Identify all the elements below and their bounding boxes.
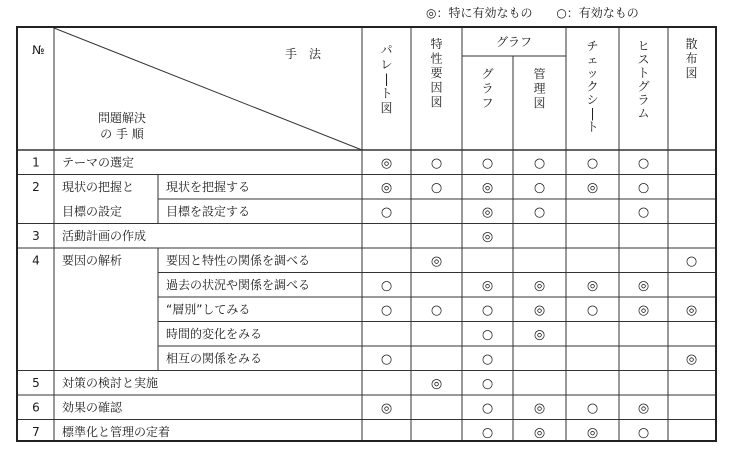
mark-graph: ○ — [481, 352, 494, 367]
mark-pareto: ○ — [380, 205, 393, 220]
column-header-check: チェックシ|ト — [586, 39, 599, 134]
mark-graph: ○ — [481, 303, 494, 318]
mark-control: ○ — [533, 205, 546, 220]
mark-graph: ◎ — [481, 229, 494, 245]
mark-check: ○ — [586, 401, 599, 416]
mark-pareto: ○ — [380, 352, 393, 367]
mark-scatter: ○ — [685, 254, 698, 269]
step-number: 6 — [32, 400, 40, 415]
mark-histogram: ◎ — [637, 303, 650, 318]
mark-graph: ○ — [481, 156, 494, 171]
mark-control: ◎ — [533, 278, 546, 294]
mark-histogram: ◎ — [637, 278, 650, 294]
mark-histogram: ○ — [637, 205, 650, 220]
sub-step-name: 時間的変化をみる — [166, 327, 263, 341]
step-name: 標準化と管理の定着 — [62, 425, 171, 439]
step-name: 現状の把握と — [62, 180, 135, 194]
mark-check: ○ — [586, 156, 599, 171]
step-name: 活動計画の作成 — [62, 229, 147, 243]
mark-graph: ○ — [481, 401, 494, 416]
legend-single-circle: ○：有効なもの — [556, 6, 639, 20]
mark-histogram: ○ — [637, 156, 650, 171]
mark-graph: ◎ — [481, 205, 494, 220]
step-name: 目標の設定 — [62, 204, 123, 219]
column-header-cause: 特性要因図 — [430, 37, 443, 109]
step-name: テーマの選定 — [62, 155, 135, 170]
sub-step-name: 過去の状況や関係を調べる — [166, 278, 311, 292]
mark-scatter: ◎ — [685, 303, 698, 318]
legend — [426, 4, 659, 21]
step-name: 要因の解析 — [62, 253, 123, 268]
column-header-graph: グラフ — [481, 67, 494, 110]
sub-step-name: 目標を設定する — [166, 204, 251, 219]
mark-graph: ○ — [481, 327, 494, 343]
step-name: 効果の確認 — [62, 400, 123, 415]
mark-check: ◎ — [586, 180, 599, 196]
mark-graph: ○ — [481, 425, 494, 440]
step-number: 4 — [32, 253, 40, 268]
mark-graph: ◎ — [481, 180, 494, 196]
step-number: 2 — [32, 180, 40, 194]
mark-control: ◎ — [533, 303, 546, 318]
column-header-histogram: ヒストグラム — [637, 39, 650, 121]
sub-step-name: 要因と特性の関係を調べる — [166, 253, 311, 268]
mark-control: ◎ — [533, 327, 546, 343]
mark-pareto: ◎ — [380, 156, 393, 171]
mark-cause: ◎ — [430, 376, 443, 392]
mark-pareto: ◎ — [380, 180, 393, 196]
mark-histogram: ○ — [637, 425, 650, 440]
mark-control: ◎ — [533, 425, 546, 440]
step-number: 5 — [32, 376, 40, 390]
mark-cause: ○ — [430, 156, 443, 171]
step-name: 対策の検討と実施 — [62, 376, 159, 390]
no-header: № — [32, 43, 45, 57]
mark-control: ◎ — [533, 401, 546, 416]
problem-solving-header-1: 問題解決 — [97, 111, 147, 125]
column-header-scatter: 散布図 — [685, 37, 698, 80]
sub-step-name: 相互の関係をみる — [166, 351, 263, 366]
mark-cause: ◎ — [430, 254, 443, 269]
mark-histogram: ◎ — [637, 401, 650, 416]
mark-control: ○ — [533, 156, 546, 171]
mark-cause: ○ — [430, 303, 443, 318]
mark-graph: ○ — [481, 376, 494, 392]
legend-double-circle: ◎：特に有効なもの — [426, 6, 533, 20]
sub-step-name: 現状を把握する — [166, 180, 251, 194]
mark-pareto: ○ — [380, 278, 393, 294]
mark-cause: ○ — [430, 180, 443, 196]
method-matrix-table — [16, 26, 717, 442]
mark-scatter: ◎ — [685, 352, 698, 367]
mark-check: ◎ — [586, 425, 599, 440]
mark-pareto: ◎ — [380, 401, 393, 416]
table-grid — [18, 28, 715, 440]
step-number: 3 — [32, 229, 40, 243]
method-header: 手 法 — [284, 47, 322, 61]
graph-group-header: グラフ — [495, 35, 533, 49]
mark-pareto: ○ — [380, 303, 393, 318]
column-header-control: 管理図 — [533, 67, 546, 110]
column-header-pareto: パレ|ト図 — [380, 43, 393, 115]
mark-control: ○ — [533, 180, 546, 196]
mark-histogram: ○ — [637, 180, 650, 196]
mark-graph: ◎ — [481, 278, 494, 294]
mark-check: ○ — [586, 303, 599, 318]
mark-check: ◎ — [586, 278, 599, 294]
sub-step-name: “層別”してみる — [166, 302, 251, 317]
step-number: 1 — [32, 155, 40, 170]
step-number: 7 — [32, 425, 40, 439]
problem-solving-header-2: の 手 順 — [100, 127, 144, 141]
